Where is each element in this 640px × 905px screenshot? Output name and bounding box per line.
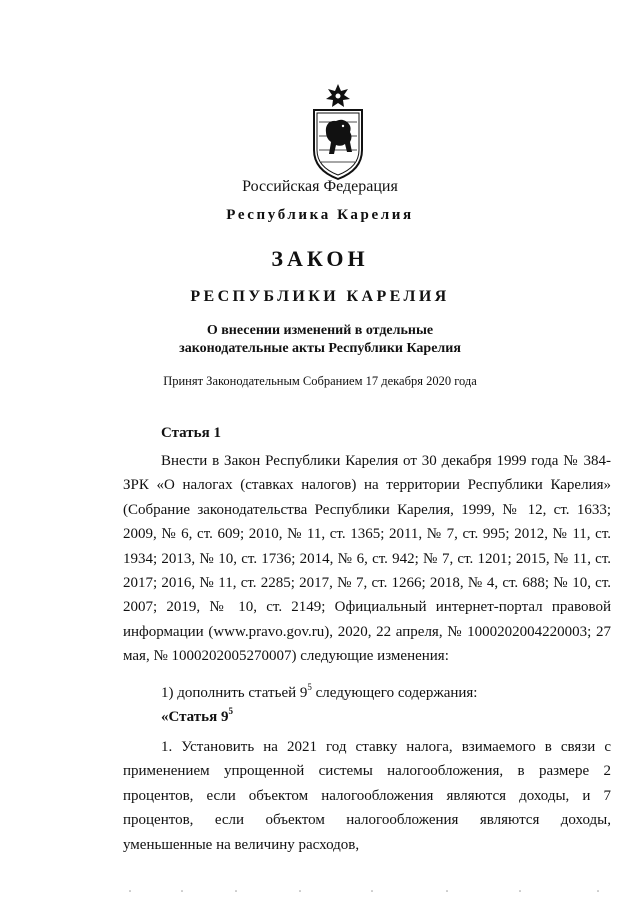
law-title-line-1: О внесении изменений в отдельные	[206, 323, 434, 338]
republic-name: Республика Карелия	[226, 207, 414, 223]
quote-sup: 5	[228, 706, 233, 716]
scan-artifact-dots	[0, 888, 640, 894]
law-title-line-2: законодательные акты Республики Карелия	[179, 341, 461, 356]
law-title	[0, 322, 640, 358]
item-1-prefix: 1) дополнить статьей 9	[161, 685, 308, 701]
document-owner: РЕСПУБЛИКИ КАРЕЛИЯ	[190, 288, 450, 305]
clause-1-body	[123, 735, 611, 857]
amendment-item-1	[161, 682, 478, 702]
quote-prefix: «Статья 9	[161, 709, 229, 725]
adoption-note: Принят Законодательным Собранием 17 декабря 2020 года	[163, 374, 477, 388]
clause-1-paragraph: 1. Установить на 2021 год ставку налога, взимаемого в связи с применением упрощенной системы налогообложения, в размере 2 процентов, если объектом налогообложения являются доходы, и 7 процентов, если объектом налогообложения являются доходы, уменьшенные на величину расходов,	[123, 739, 611, 853]
article-1-heading: Статья 1	[161, 425, 221, 441]
item-1-sup: 5	[307, 682, 312, 692]
document-type: ЗАКОН	[271, 246, 369, 271]
karelia-coat-of-arms-icon	[306, 82, 370, 182]
quoted-article-heading	[161, 706, 233, 726]
item-1-suffix: следующего содержания:	[311, 685, 478, 701]
article-1-body	[123, 449, 611, 669]
federation-name: Российская Федерация	[242, 178, 398, 195]
article-1-paragraph: Внести в Закон Республики Карелия от 30 декабря 1999 года № 384-ЗРК «О налогах (ставках налогов) на территории Республики Карелия» (Собрание законодательства Республики Карелия, 1999, № 12, ст. 1633; 2009, № 6, ст. 609; 2010, № 11, ст. 1365; 2011, № 7, ст. 995; 2012, № 11, ст. 1934; 2013, № 10, ст. 1736; 2014, № 6, ст. 942; № 7, ст. 1201; 2015, № 11, ст. 2017; 2016, № 11, ст. 2285; 2017, № 7, ст. 1266; 2018, № 4, ст. 688; № 10, ст. 2007; 2019, № 10, ст. 2149; Официальный интернет-портал правовой информации (www.pravo.gov.ru), 2020, 22 апреля, № 1000202004220003; 27 мая, № 1000202005270007) следующие изменения:	[123, 453, 611, 665]
